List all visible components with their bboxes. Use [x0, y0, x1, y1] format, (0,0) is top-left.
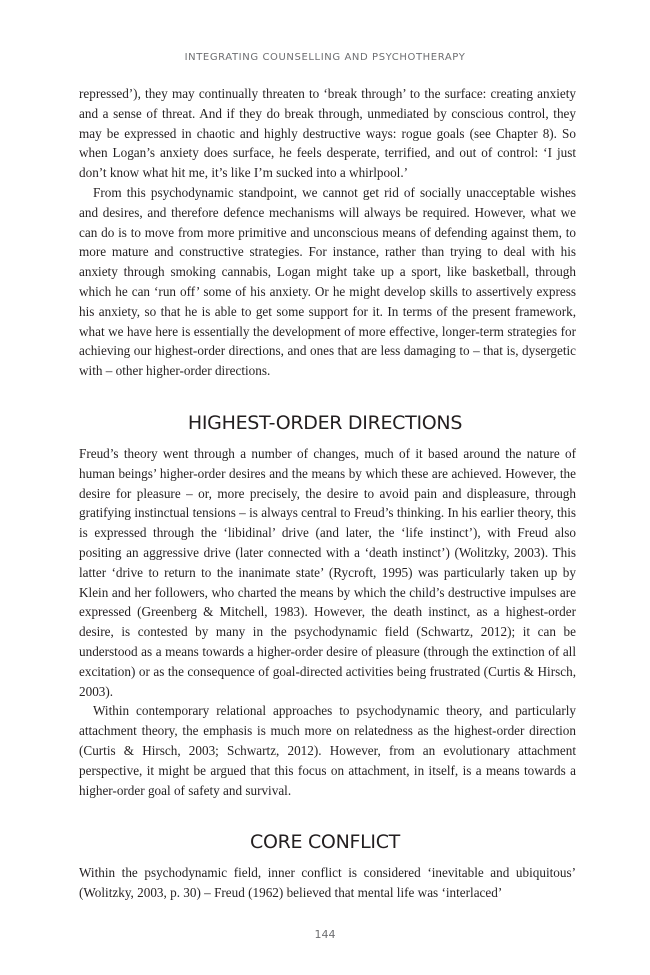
section-core-conflict	[79, 863, 576, 903]
paragraph: From this psychodynamic standpoint, we cannot get rid of socially unacceptable wishes and desires, and therefore defence mechanisms will always be required. However, what we can do is to move from more primitive and unconscious means of defending against them, to more mature and constructive strategies. For instance, rather than trying to deal with his anxiety through smoking cannabis, Logan might take up a sport, like basketball, through which he can ‘run off’ some of his anxiety. Or he might develop skills to assertively express his anxiety, so that he is able to get some support for it. In terms of the present framework, what we have here is essentially the development of more effective, longer-term strategies for achieving our highest-order directions, and ones that are less damaging to – that is, dysergetic with – other higher-order directions.	[79, 184, 576, 379]
page-number: 144	[314, 928, 336, 941]
paragraph: Within the psychodynamic field, inner conflict is considered ‘inevitable and ubiquitous’ (Wolitzky, 2003, p. 30) – Freud (1962) believed that mental life was ‘interlaced’	[79, 865, 576, 900]
running-head: INTEGRATING COUNSELLING AND PSYCHOTHERAPY	[184, 52, 466, 63]
section-highest-order-directions	[79, 444, 576, 800]
section-heading-highest-order-directions: HIGHEST-ORDER DIRECTIONS	[187, 412, 463, 434]
paragraph: repressed’), they may continually threaten to ‘break through’ to the surface: creating anxiety and a sense of threat. And if they do break through, unmediated by conscious control, they may be expressed in chaotic and highly destructive ways: rogue goals (see Chapter 8). So when Logan’s anxiety does surface, he feels desperate, terrified, and out of control: ‘I just don’t know what hit me, it’s like I’m sucked into a whirlpool.’	[79, 86, 576, 181]
section-heading-core-conflict: CORE CONFLICT	[250, 831, 400, 853]
paragraph: Within contemporary relational approaches to psychodynamic theory, and particularly attachment theory, the emphasis is much more on relatedness as the highest-order direction (Curtis & Hirsch, 2003; Schwartz, 2012). However, from an evolutionary attachment perspective, it might be argued that this focus on attachment, in itself, is a means towards a higher-order goal of safety and survival.	[79, 703, 576, 798]
section-intro	[79, 84, 576, 381]
paragraph: Freud’s theory went through a number of changes, much of it based around the nature of human beings’ higher-order desires and the means by which these are achieved. However, the desire for pleasure – or, more precisely, the desire to avoid pain and displeasure, through gratifying instinctual tensions – is always central to Freud’s thinking. In his earlier theory, this is expressed through the ‘libidinal’ drive (and later, the ‘life instinct’), with Freud also positing an aggressive drive (later connected with a ‘death instinct’) (Wolitzky, 2003). This latter ‘drive to return to the inanimate state’ (Rycroft, 1995) was particularly taken up by Klein and her followers, who charted the means by which the child’s destructive impulses are expressed (Greenberg & Mitchell, 1983). However, the death instinct, as a highest-order desire, is contested by many in the psychodynamic field (Schwartz, 2012); it can be understood as a means towards a higher-order desire of pleasure (through the extinction of all excitation) or as the consequence of goal-directed activities being frustrated (Curtis & Hirsch, 2003).	[79, 446, 576, 699]
